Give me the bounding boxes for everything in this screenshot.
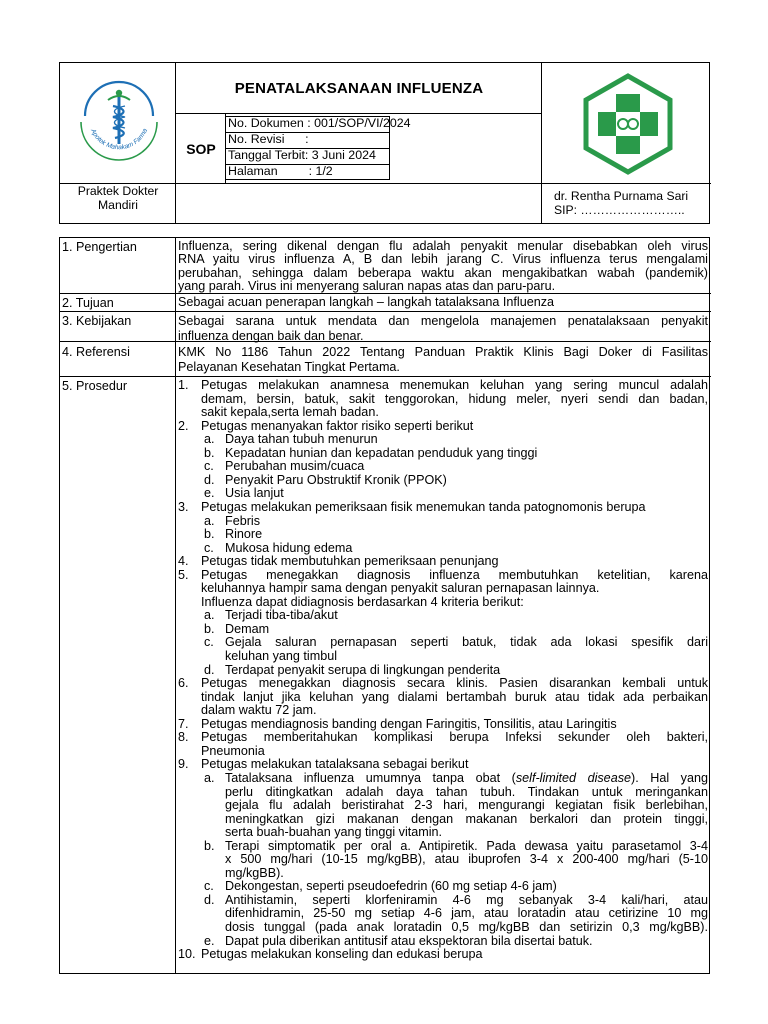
step-text: sakit kepala,serta lemah badan. [201, 405, 379, 420]
step-text: tindak lanjut jika keluhan yang dialami bertambah buruk atau tidak ada perbaikan [201, 690, 708, 704]
sub-item-marker: b. [204, 838, 215, 853]
text-line: Influenza, sering dikenal dengan flu adalah penyakit menular disebabkan oleh virus [178, 239, 708, 253]
sub-item-marker: e. [204, 486, 215, 501]
sub-item-text: Dekongestan, seperti pseudoefedrin (60 mg setiap 4-6 jam) [225, 879, 557, 894]
header-divider [541, 183, 711, 184]
text-line: influenza dengan baik dan benar. [178, 329, 364, 343]
step-text: Petugas menanyakan faktor risiko seperti berikut [201, 418, 474, 433]
sub-item-marker: c. [204, 879, 214, 894]
sub-item-text: mg/kgBB). [225, 865, 284, 880]
section-label-referensi: 4. Referensi [62, 345, 130, 359]
text-line: Sebagai sarana untuk mendata dan mengelola manajemen penatalaksaan penyakit [178, 314, 708, 328]
sub-item-marker: a. [204, 608, 215, 623]
sub-item-text: Perubahan musim/cuaca [225, 459, 365, 474]
text-line: yang parah. Virus ini menyerang saluran napas atas dan paru-paru. [178, 279, 556, 294]
section-label-tujuan: 2. Tujuan [62, 296, 114, 310]
sub-item-text: Tatalaksana influenza umumnya tanpa obat (self-limited disease). Hal yang [225, 771, 708, 785]
document-title: PENATALAKSANAAN INFLUENZA [234, 80, 484, 97]
doctor-sip: SIP: …………………….. [554, 203, 685, 217]
caduceus-icon [77, 78, 161, 162]
sub-item-marker: a. [204, 432, 215, 447]
sop-label: SOP [186, 140, 216, 157]
sub-item-text: perlu ditingkatkan adalah daya tahan tubuh. Tindakan untuk meringankan [225, 785, 708, 799]
sub-item-text: Terdapat penyakit serupa di lingkungan penderita [225, 662, 501, 677]
sub-item-marker: e. [204, 933, 215, 948]
sub-item-text: Usia lanjut [225, 486, 284, 501]
organization-line-2: Mandiri [98, 198, 138, 212]
step-text: Petugas melakukan pemeriksaan fisik menemukan tanda patognomonis berupa [201, 499, 646, 514]
step-number: 5. [178, 567, 189, 582]
section-text-referensi [178, 345, 708, 375]
text-line: perubahan, sehingga dalam beberapa waktu akan mengakibatkan wabah (pandemik) [178, 265, 708, 280]
signatory [554, 189, 688, 217]
sub-item-marker: d. [204, 472, 215, 487]
step-text: demam, bersin, batuk, sakit tenggorokan, hidung meler, nyeri sendi dan badan, [201, 392, 708, 406]
sub-item-marker: a. [204, 770, 215, 785]
sub-item-text: Daya tahan tubuh menurun [225, 432, 378, 447]
step-number: 7. [178, 716, 189, 731]
section-text-pengertian [178, 240, 708, 294]
sub-item-marker: d. [204, 892, 215, 907]
step-text: Petugas melakukan anamnesa menemukan keluhan yang sering muncul adalah [201, 379, 708, 392]
step-number: 6. [178, 676, 189, 691]
row-divider [60, 311, 711, 312]
sub-item-text: x 500 mg/hari (10-15 mg/kgBB), atau ibuprofen 3-4 x 200-400 mg/hari (5-10 [225, 853, 708, 867]
sub-item-text: Terapi simptomatik per oral a. Antipiretik. Pada dewasa yaitu parasetamol 3-4 [225, 839, 708, 853]
step-text: Petugas menegakkan diagnosis influenza membutuhkan ketelitian, karena [201, 568, 708, 582]
sub-item-text: meningkatkan gizi makanan dengan makanan berkalori dan protein tinggi, [225, 812, 708, 826]
step-text: Petugas memberitahukan komplikasi berupa Infeksi sekunder oleh bakteri, [201, 731, 708, 745]
sub-item-marker: b. [204, 445, 215, 460]
step-number: 1. [178, 378, 189, 392]
green-cross-hexagon-icon [576, 72, 680, 176]
sub-item-text: keluhan yang timbul [225, 649, 338, 663]
sub-item-text: difenhidramin, 25-50 mg setiap 4-6 jam, atau loratadin atau cetirizine 10 mg [225, 907, 708, 921]
step-text: keluhannya hampir sama dengan penyakit saluran pernapasan lainnya. [201, 581, 600, 596]
sub-item-marker: c. [204, 459, 214, 474]
step-text: Petugas mendiagnosis banding dengan Faringitis, Tonsilitis, atau Laringitis [201, 716, 617, 731]
sub-item-text: Antihistamin, seperti klorfeniramin 4-6 mg sebanyak 3-4 kali/hari, atau [225, 893, 708, 907]
doc-revision: No. Revisi : [228, 132, 309, 146]
sub-item-text: Gejala saluran pernapasan seperti batuk, tidak ada lokasi spesifik dari [225, 636, 708, 650]
step-number: 10. [178, 947, 196, 962]
step-text: Petugas tidak membutuhkan pemeriksaan penunjang [201, 554, 499, 569]
sub-item-text: Demam [225, 621, 270, 636]
sub-item-text: serta buah-buahan yang tinggi vitamin. [225, 825, 443, 840]
doc-page: Halaman : 1/2 [228, 164, 333, 178]
step-text: Petugas menegakkan diagnosis secara klinis. Pasien disarankan kembali untuk [201, 677, 708, 691]
doctor-name: dr. Rentha Purnama Sari [554, 189, 689, 203]
document-header [59, 62, 710, 224]
organization-line-1: Praktek Dokter [77, 184, 159, 198]
step-number: 3. [178, 499, 189, 514]
sub-item-text: Terjadi tiba-tiba/akut [225, 608, 338, 623]
sub-item-text: Mukosa hidung edema [225, 540, 353, 555]
section-label-pengertian: 1. Pengertian [62, 240, 137, 254]
step-number: 4. [178, 554, 189, 569]
sub-item-text: gejala flu adalah beristirahat 2-3 hari, mengurangi kegiatan fisik berlebihan, [225, 799, 708, 813]
sub-item-marker: d. [204, 662, 215, 677]
step-text: dalam waktu 72 jam. [201, 703, 317, 718]
section-label-prosedur: 5. Prosedur [62, 379, 128, 393]
step-number: 2. [178, 418, 189, 433]
sub-item-text: Kepadatan hunian dan kepadatan penduduk yang tinggi [225, 445, 538, 460]
sub-item-text: Dapat pula diberikan antitusif atau ekspektoran bila disertai batuk. [225, 933, 593, 948]
column-divider [175, 238, 176, 974]
sub-item-marker: c. [204, 635, 214, 650]
step-text: Petugas melakukan tatalaksana sebagai berikut [201, 757, 469, 772]
organization-name [60, 184, 176, 212]
sub-item-text: Penyakit Paru Obstruktif Kronik (PPOK) [225, 472, 447, 487]
section-text-kebijakan [178, 314, 708, 344]
text-line: RNA yaitu virus influenza A, B dan lebih jarang C. Virus influenza terus mengalami [178, 252, 708, 267]
doc-issue-date: Tanggal Terbit: 3 Juni 2024 [228, 148, 376, 162]
sub-item-marker: c. [204, 540, 214, 555]
step-number: 8. [178, 730, 189, 745]
text-line: Pelayanan Kesehatan Tingkat Pertama. [178, 360, 400, 374]
step-text: Pneumonia [201, 743, 265, 758]
header-divider [175, 183, 542, 184]
sub-item-marker: a. [204, 513, 215, 528]
step-text: Petugas melakukan konseling dan edukasi berupa [201, 947, 483, 962]
row-divider [60, 376, 711, 377]
step-number: 9. [178, 757, 189, 772]
sub-item-marker: b. [204, 621, 215, 636]
section-label-kebijakan: 3. Kebijakan [62, 314, 132, 328]
section-text-tujuan: Sebagai acuan penerapan langkah – langkah tatalaksana Influenza [178, 295, 555, 309]
doc-number: No. Dokumen : 001/SOP/VI/2024 [228, 116, 411, 130]
sub-item-marker: b. [204, 527, 215, 542]
procedure-steps [178, 379, 708, 973]
procedure-table [59, 237, 710, 974]
text-line: KMK No 1186 Tahun 2022 Tentang Panduan Praktik Klinis Bagi Doker di Fasilitas [178, 345, 708, 359]
sub-item-text: dosis tunggal (pada anak loratadin 0,5 mg/kgBB dan setirizin 0,3 mg/kgBB). [225, 921, 708, 934]
logo-left-text: Apotek Mahakam Farma [89, 127, 150, 152]
sub-item-text: Febris [225, 513, 260, 528]
step-text: Influenza dapat didiagnosis berdasarkan 4 kriteria berikut: [201, 594, 524, 609]
sub-item-text: Rinore [225, 527, 263, 542]
